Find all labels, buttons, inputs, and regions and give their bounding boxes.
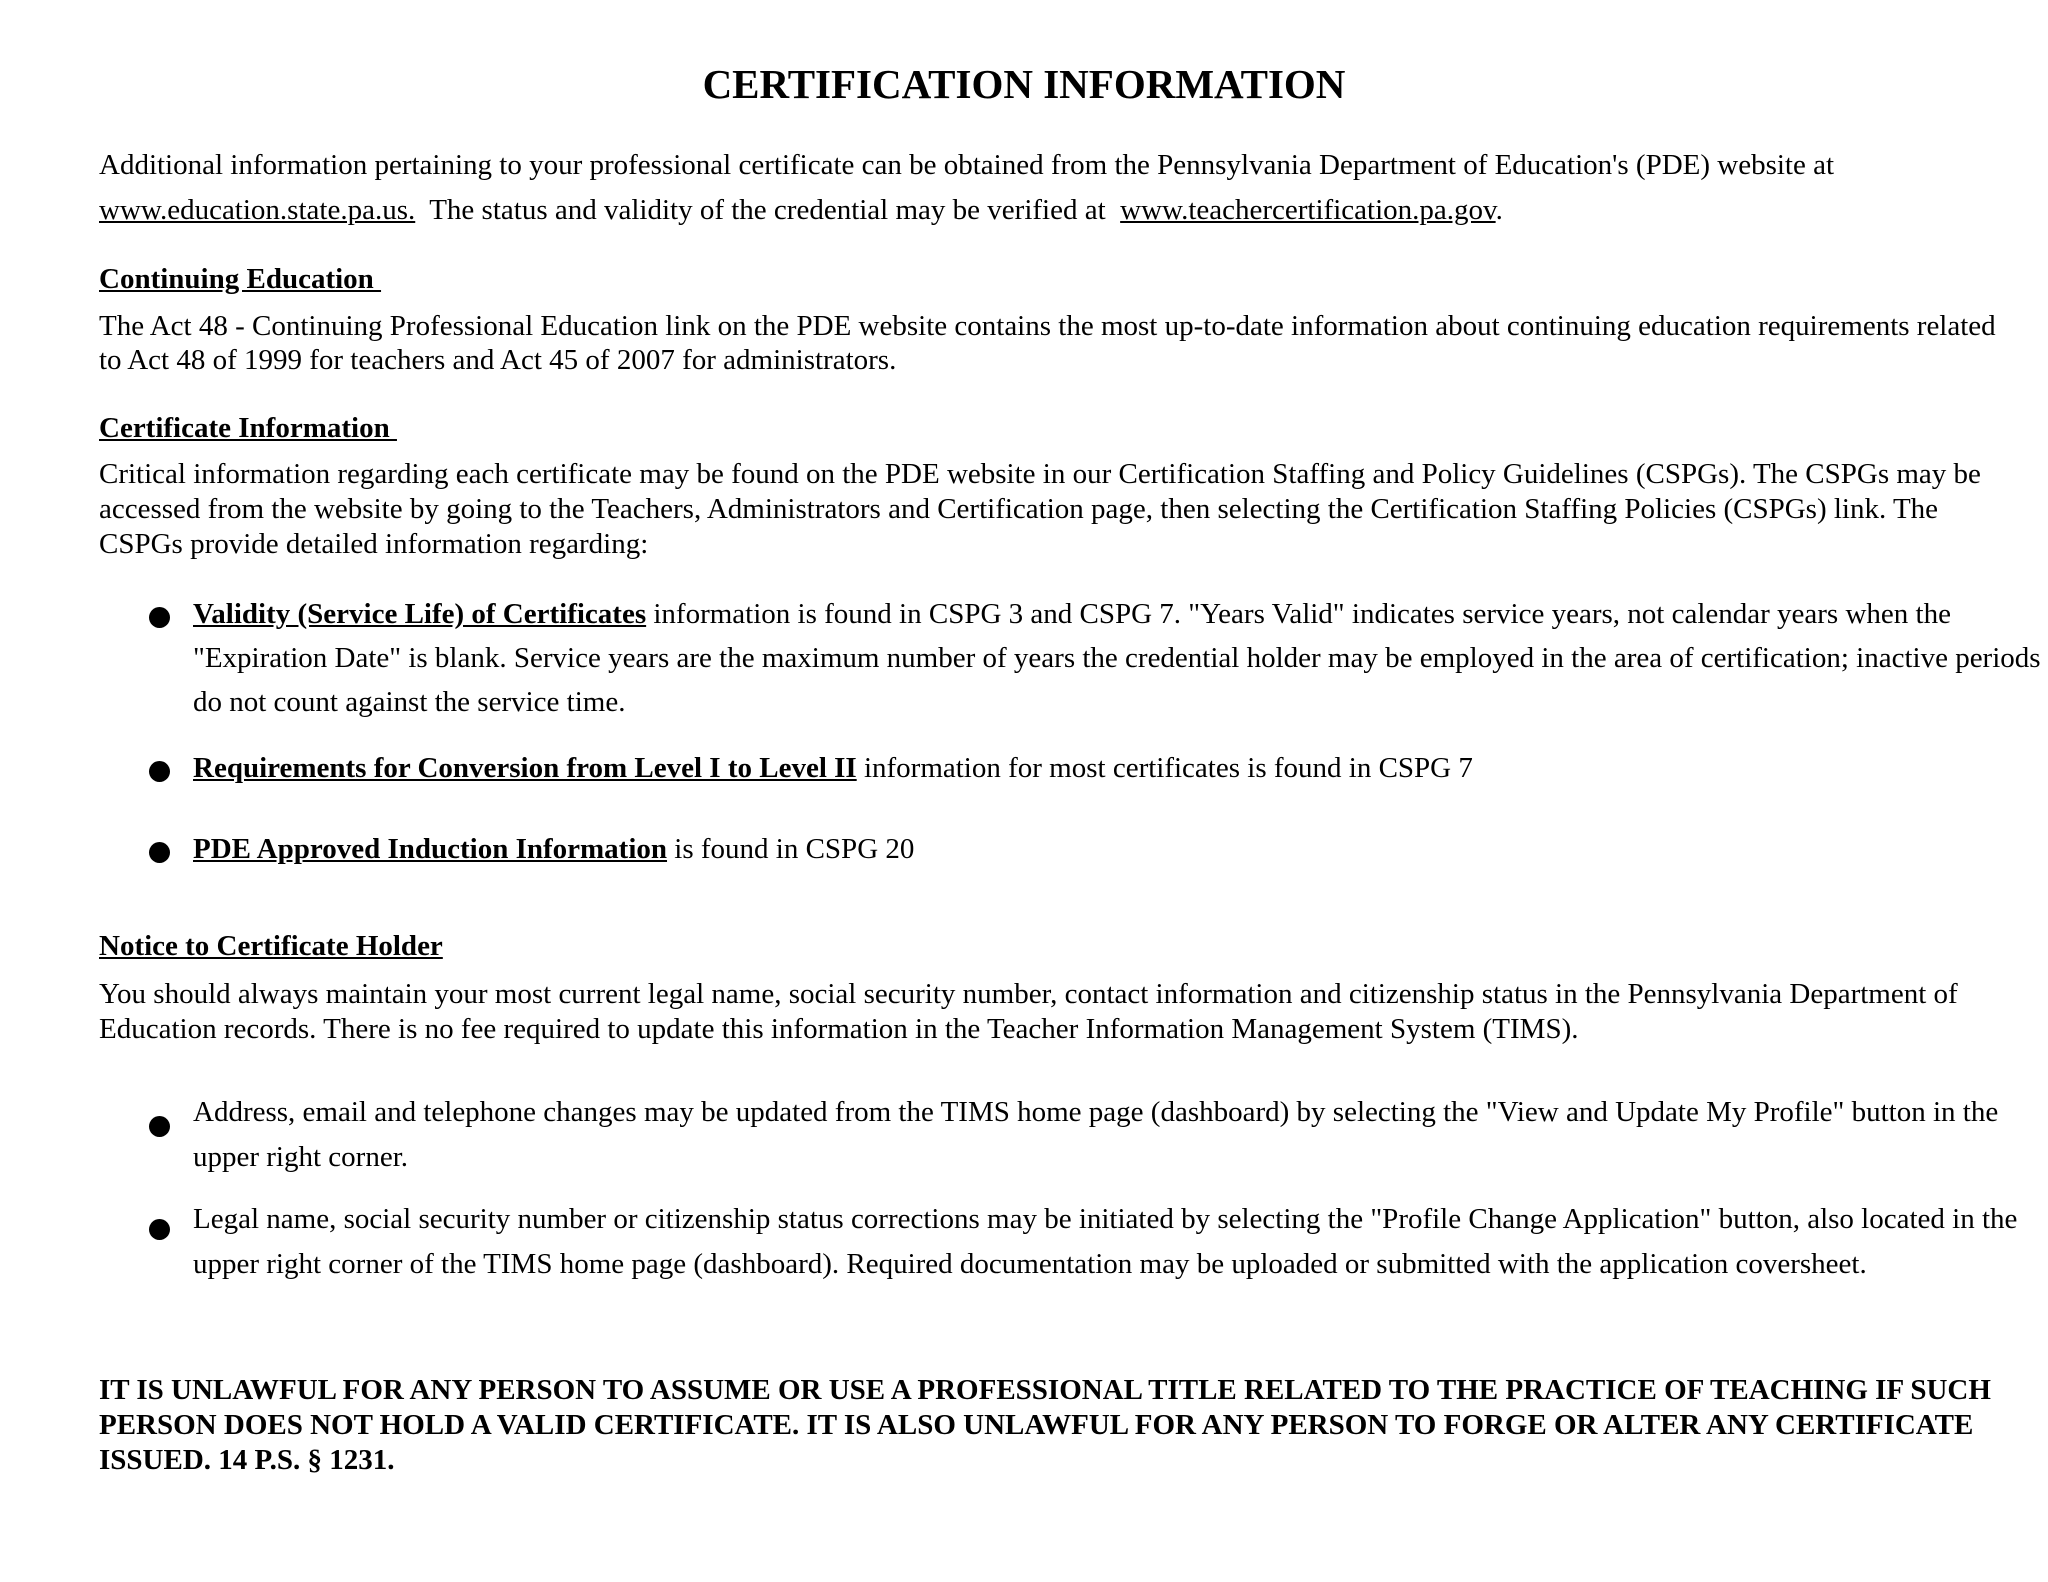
bullet-text: Legal name, social security number or citizenship status corrections may be initiated by selecting the "Profile Change Application" button, also located in the upper right corner of the TIMS home page (dashboard). Required documentation may be uploaded or submitted with the application coversheet.: [193, 1203, 2018, 1280]
continuing-education-heading: Continuing Education: [99, 263, 382, 295]
bullet-text: information for most certificates is found in CSPG 7: [863, 752, 1473, 784]
bullet-icon: [149, 842, 170, 863]
page-title: CERTIFICATION INFORMATION: [702, 61, 1346, 107]
bullet-text: is found in CSPG 20: [674, 833, 915, 865]
continuing-education-body: The Act 48 - Continuing Professional Education link on the PDE website contains the most up-to-date information about continuing education requirements related to Act 48 of 1999 for teachers and Act 45 of 2007 for administrators.: [99, 310, 1996, 376]
teacher-certification-link[interactable]: www.teachercertification.pa.gov: [1120, 194, 1496, 226]
bullet-term: PDE Approved Induction Information: [193, 833, 668, 865]
certificate-information-body: Critical information regarding each certificate may be found on the PDE website in our Certification Staffing and Policy Guidelines (CSPGs). The CSPGs may be accessed from the website by going to the Teachers, Administrators and Certification page, then selecting the Certification Staffing Policies (CSPGs) link. The CSPGs provide detailed information regarding:: [99, 458, 1981, 560]
bullet-icon: [149, 1219, 170, 1240]
certificate-information-heading: Certificate Information: [99, 412, 397, 444]
intro-paragraph: [99, 143, 1999, 233]
notice-heading: Notice to Certificate Holder: [99, 930, 443, 962]
bullet-term: Validity (Service Life) of Certificates: [193, 598, 647, 630]
intro-text: Additional information pertaining to your professional certificate can be obtained from the Pennsylvania Department of Education's (PDE) website at: [99, 149, 1835, 181]
bullet-text: Address, email and telephone changes may be updated from the TIMS home page (dashboard) by selecting the "View and Update My Profile" button in the upper right corner.: [193, 1096, 1999, 1173]
education-website-link[interactable]: www.education.state.pa.us.: [99, 194, 416, 226]
intro-text-end: .: [1495, 194, 1503, 226]
bullet-text: information is found in CSPG 3 and CSPG 7. "Years Valid" indicates service years, not calendar years when the "Expiration Date" is blank. Service years are the maximum number of years the credential holder may be employed in the area of certification; inactive periods do not count against the service time.: [193, 598, 2041, 718]
bullet-icon: [149, 1116, 170, 1137]
bullet-icon: [149, 761, 170, 782]
legal-notice: IT IS UNLAWFUL FOR ANY PERSON TO ASSUME OR USE A PROFESSIONAL TITLE RELATED TO THE PRACTICE OF TEACHING IF SUCH PERSON DOES NOT HOLD A VALID CERTIFICATE. IT IS ALSO UNLAWFUL FOR ANY PERSON TO FORGE OR ALTER ANY CERTIFICATE ISSUED. 14 P.S. § 1231.: [99, 1374, 1991, 1476]
bullet-icon: [149, 607, 170, 628]
bullet-term: Requirements for Conversion from Level I to Level II: [193, 752, 857, 784]
notice-body: You should always maintain your most current legal name, social security number, contact information and citizenship status in the Pennsylvania Department of Education records. There is no fee required to update this information in the Teacher Information Management System (TIMS).: [99, 978, 1958, 1045]
intro-text-mid: The status and validity of the credential may be verified at: [429, 194, 1106, 226]
